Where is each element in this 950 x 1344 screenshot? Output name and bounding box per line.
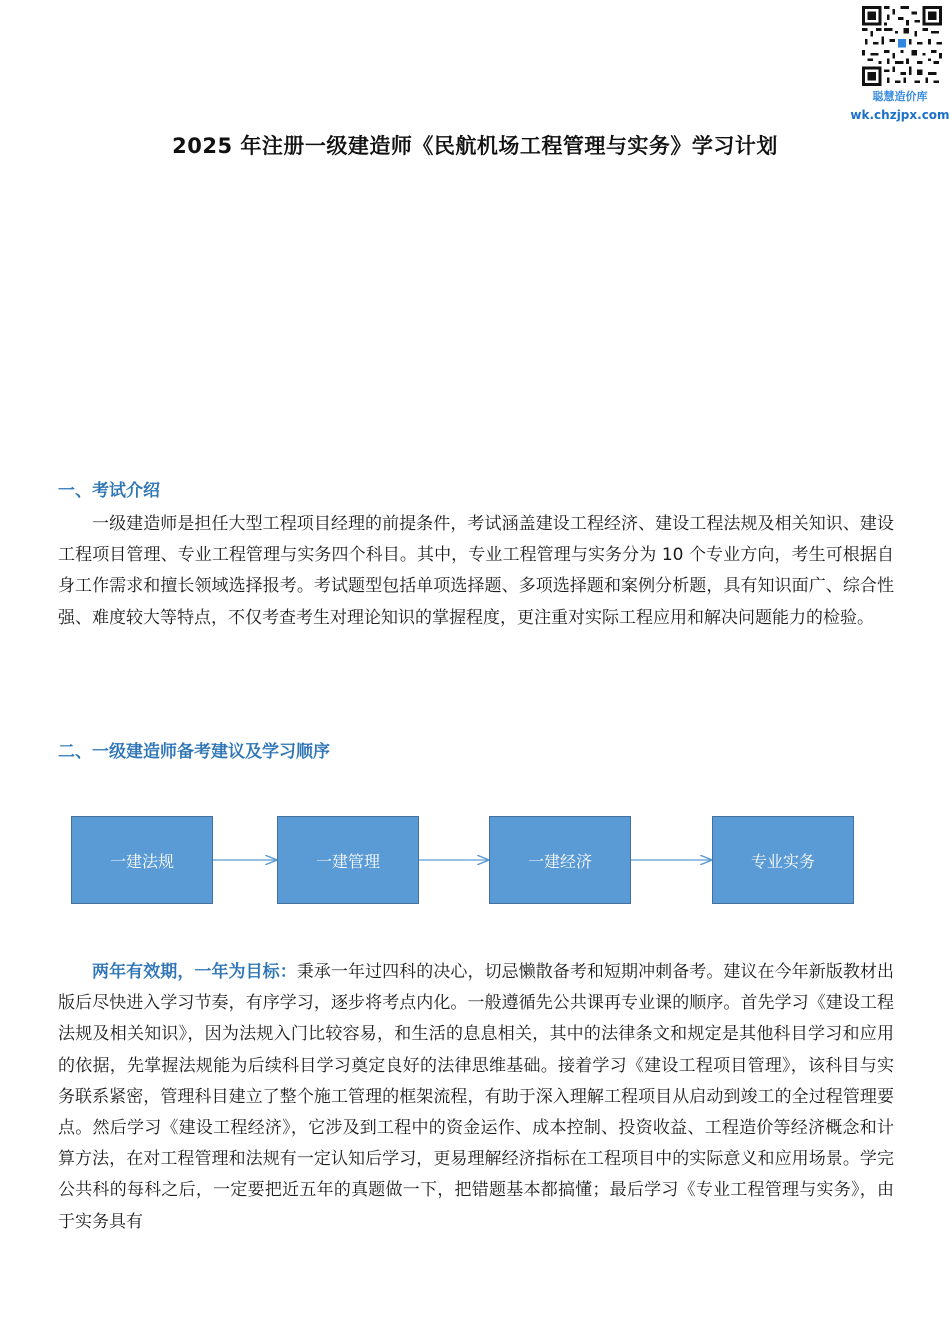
flow-step-practice: 专业实务 (712, 816, 854, 904)
watermark-caption: 聪慧造价库 (872, 90, 928, 103)
paragraph-body: 秉承一年过四科的决心，切忌懒散备考和短期冲刺备考。建议在今年新版教材出版后尽快进入学习节奏，有序学习，逐步将考点内化。一般遵循先公共课再专业课的顺序。首先学习《建设工程法规及相关知识》，因为法规入门比较容易，和生活的息息相关，其中的法律条文和规定是其他科目学习和应用的依据，先掌握法规能为后续科目学习奠定良好的法律思维基础。接着学习《建设工程项目管理》，该科目与实务联系紧密，管理科目建立了整个施工管理的框架流程，有助于深入理解工程项目从启动到竣工的全过程管理要点。然后学习《建设工程经济》，它涉及到工程中的资金运作、成本控制、投资收益、工程造价等经济概念和计算方法，在对工程管理和法规有一定认知后学习，更易理解经济指标在工程项目中的实际意义和应用场景。学完公共科的每科之后，一定要把近五年的真题做一下，把错题基本都搞懂；最后学习《专业工程管理与实务》，由于实务具有 (58, 962, 895, 1232)
flow-step-economics: 一建经济 (489, 816, 631, 904)
page-title: 2025 年注册一级建造师《民航机场工程管理与实务》学习计划 (172, 134, 778, 158)
watermark-url: wk.chzjpx.com (850, 108, 950, 122)
section-paragraph-exam-intro: 一级建造师是担任大型工程项目经理的前提条件，考试涵盖建设工程经济、建设工程法规及相关知识、建设工程项目管理、专业工程管理与实务四个科目。其中，专业工程管理与实务分为 10 个专业方向，考生可根据自身工作需求和擅长领域选择报考。考试题型包括单项选择题、多项选择题和案例分析题，具有知识面广、综合性强、难度较大等特点，不仅考查考生对理论知识的掌握程度，更注重对实际工程应用和解决问题能力的检验。 (58, 514, 894, 628)
qr-code-icon (862, 6, 942, 86)
flow-step-law: 一建法规 (71, 816, 213, 904)
flow-step-management: 一建管理 (277, 816, 419, 904)
paragraph-lead: 两年有效期，一年为目标： (92, 962, 297, 982)
section-heading-study-order: 二、一级建造师备考建议及学习顺序 (58, 742, 330, 762)
section-paragraph-study-order (58, 957, 894, 1238)
section-heading-exam-intro: 一、考试介绍 (58, 481, 160, 501)
